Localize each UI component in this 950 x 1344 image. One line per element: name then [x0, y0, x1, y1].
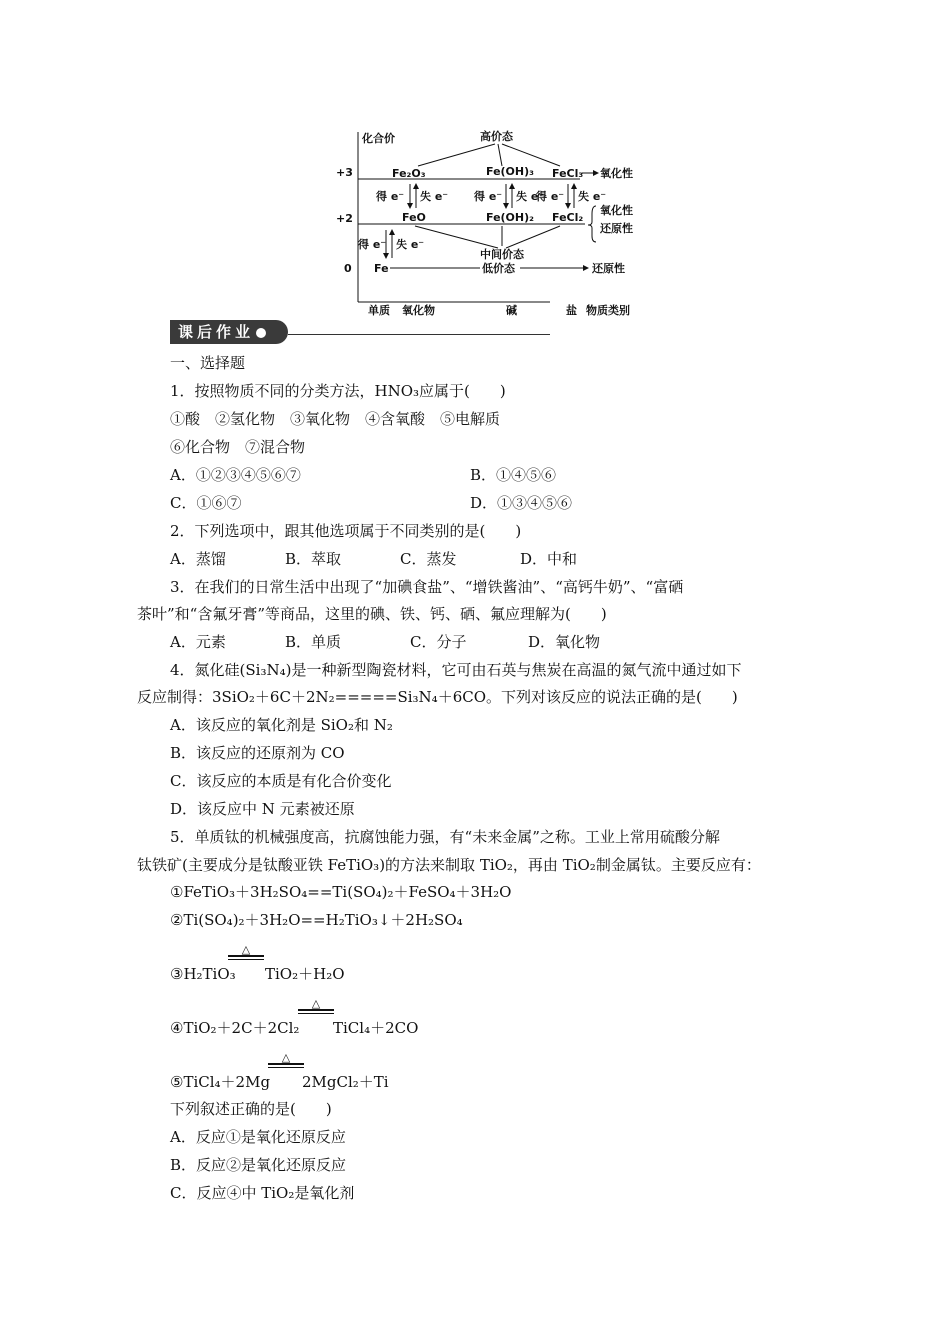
- circle-icon: [256, 328, 266, 338]
- x-category-salt: 盐: [566, 304, 577, 317]
- iron-valence-diagram: [330, 122, 650, 322]
- y-tick-zero: 0: [344, 262, 352, 275]
- q4-option-b: B．该反应的还原剂为 CO: [170, 744, 345, 762]
- banner-divider: [288, 334, 550, 335]
- lose-e-middle: 失 e⁻: [516, 190, 545, 203]
- q4-option-d: D．该反应中 N 元素被还原: [170, 800, 355, 818]
- homework-banner-text: 课后作业: [178, 323, 255, 341]
- lose-e-right: 失 e⁻: [578, 190, 607, 203]
- q5-option-b: B．反应②是氧化还原反应: [170, 1156, 347, 1174]
- x-category-base: 碱: [506, 304, 517, 317]
- species-feoh2: Fe(OH)₂: [486, 211, 534, 224]
- oxidizing-label-top: 氧化性: [600, 167, 633, 180]
- q5-stem-line2: 钛铁矿(主要成分是钛酸亚铁 FeTiO₃)的方法来制取 TiO₂，再由 TiO₂制金属钛。主要反应有：: [137, 856, 761, 874]
- species-fecl3: FeCl₃: [552, 167, 584, 180]
- q2-option-b: B．萃取: [285, 550, 342, 568]
- homework-banner: [170, 320, 288, 344]
- x-category-simple: 单质: [368, 304, 390, 317]
- q5-stem-line1: 5．单质钛的机械强度高，抗腐蚀能力强，有“未来金属”之称。工业上常用硫酸分解: [170, 828, 720, 846]
- gain-e-lower: 得 e⁻: [358, 238, 387, 251]
- x-axis-label: 物质类别: [586, 304, 630, 317]
- q4-option-a: A．该反应的氧化剂是 SiO₂和 N₂: [170, 716, 393, 734]
- q5-ask: 下列叙述正确的是( ): [170, 1100, 332, 1118]
- q5-reaction-4-left: ④TiO₂＋2C＋2Cl₂: [170, 1019, 300, 1037]
- lose-e-left: 失 e⁻: [420, 190, 449, 203]
- y-axis-label: 化合价: [362, 132, 395, 145]
- middle-valence-label: 中间价态: [480, 248, 524, 261]
- q1-items-line1: ①酸 ②氢化物 ③氧化物 ④含氧酸 ⑤电解质: [170, 410, 501, 428]
- gain-e-middle: 得 e⁻: [474, 190, 503, 203]
- q5-option-a: A．反应①是氧化还原反应: [170, 1128, 346, 1146]
- x-category-oxide: 氧化物: [402, 304, 435, 317]
- reducing-label-bottom: 还原性: [592, 262, 625, 275]
- q5-reaction-4-right: TiCl₄＋2CO: [333, 1019, 419, 1037]
- y-tick-plus3: +3: [336, 166, 353, 179]
- q5-reaction-5-condition: [268, 1052, 304, 1068]
- high-valence-label: 高价态: [480, 130, 513, 143]
- section-title: 一、选择题: [170, 354, 246, 372]
- species-fe2o3: Fe₂O₃: [392, 167, 426, 180]
- q1-option-c: C．①⑥⑦: [170, 494, 242, 512]
- q3-stem-line1: 3．在我们的日常生活中出现了“加碘食盐”、“增铁酱油”、“高钙牛奶”、“富硒: [170, 578, 684, 596]
- y-tick-plus2: +2: [336, 212, 353, 225]
- q2-option-a: A．蒸馏: [170, 550, 226, 568]
- q5-option-c: C．反应④中 TiO₂是氧化剂: [170, 1184, 355, 1202]
- q3-option-b: B．单质: [285, 633, 342, 651]
- heat-icon: △: [281, 1051, 291, 1064]
- q1-stem: 1．按照物质不同的分类方法，HNO₃应属于( ): [170, 382, 506, 400]
- oxidizing-label-middle: 氧化性: [600, 204, 633, 217]
- q3-option-d: D．氧化物: [528, 633, 601, 651]
- q1-option-b: B．①④⑤⑥: [470, 466, 557, 484]
- species-feoh3: Fe(OH)₃: [486, 165, 534, 178]
- q4-stem-line1: 4．氮化硅(Si₃N₄)是一种新型陶瓷材料，它可由石英与焦炭在高温的氮气流中通过如下: [170, 661, 742, 679]
- low-valence-label: 低价态: [482, 262, 515, 275]
- species-fecl2: FeCl₂: [552, 211, 584, 224]
- heat-icon: △: [311, 997, 321, 1010]
- q3-option-a: A．元素: [170, 633, 226, 651]
- heat-icon: △: [241, 943, 251, 956]
- q3-option-c: C．分子: [410, 633, 467, 651]
- reducing-label-middle: 还原性: [600, 222, 633, 235]
- lose-e-lower: 失 e⁻: [396, 238, 425, 251]
- species-feo: FeO: [402, 211, 426, 224]
- q1-option-d: D．①③④⑤⑥: [470, 494, 573, 512]
- q5-reaction-5-left: ⑤TiCl₄＋2Mg: [170, 1073, 271, 1091]
- q5-reaction-2: ②Ti(SO₄)₂＋3H₂O==H₂TiO₃↓＋2H₂SO₄: [170, 911, 463, 929]
- q2-option-d: D．中和: [520, 550, 578, 568]
- gain-e-right: 得 e⁻: [536, 190, 565, 203]
- q1-items-line2: ⑥化合物 ⑦混合物: [170, 438, 306, 456]
- q2-stem: 2．下列选项中，跟其他选项属于不同类别的是( ): [170, 522, 522, 540]
- gain-e-left: 得 e⁻: [376, 190, 405, 203]
- q5-reaction-5-right: 2MgCl₂＋Ti: [302, 1073, 389, 1091]
- q5-reaction-1: ①FeTiO₃＋3H₂SO₄==Ti(SO₄)₂＋FeSO₄＋3H₂O: [170, 883, 512, 901]
- species-fe: Fe: [374, 262, 389, 275]
- q2-option-c: C．蒸发: [400, 550, 457, 568]
- q3-stem-line2: 茶叶”和“含氟牙膏”等商品，这里的碘、铁、钙、硒、氟应理解为( ): [137, 605, 607, 623]
- q5-reaction-3-left: ③H₂TiO₃: [170, 965, 236, 983]
- q4-option-c: C．该反应的本质是有化合价变化: [170, 772, 392, 790]
- q5-reaction-3-condition: [228, 944, 264, 960]
- q5-reaction-4-condition: [298, 998, 334, 1014]
- q4-stem-line2: 反应制得：3SiO₂＋6C＋2N₂=====Si₃N₄＋6CO。下列对该反应的说法正确的是( ): [137, 688, 738, 706]
- q1-option-a: A．①②③④⑤⑥⑦: [170, 466, 301, 484]
- q5-reaction-3-right: TiO₂＋H₂O: [265, 965, 345, 983]
